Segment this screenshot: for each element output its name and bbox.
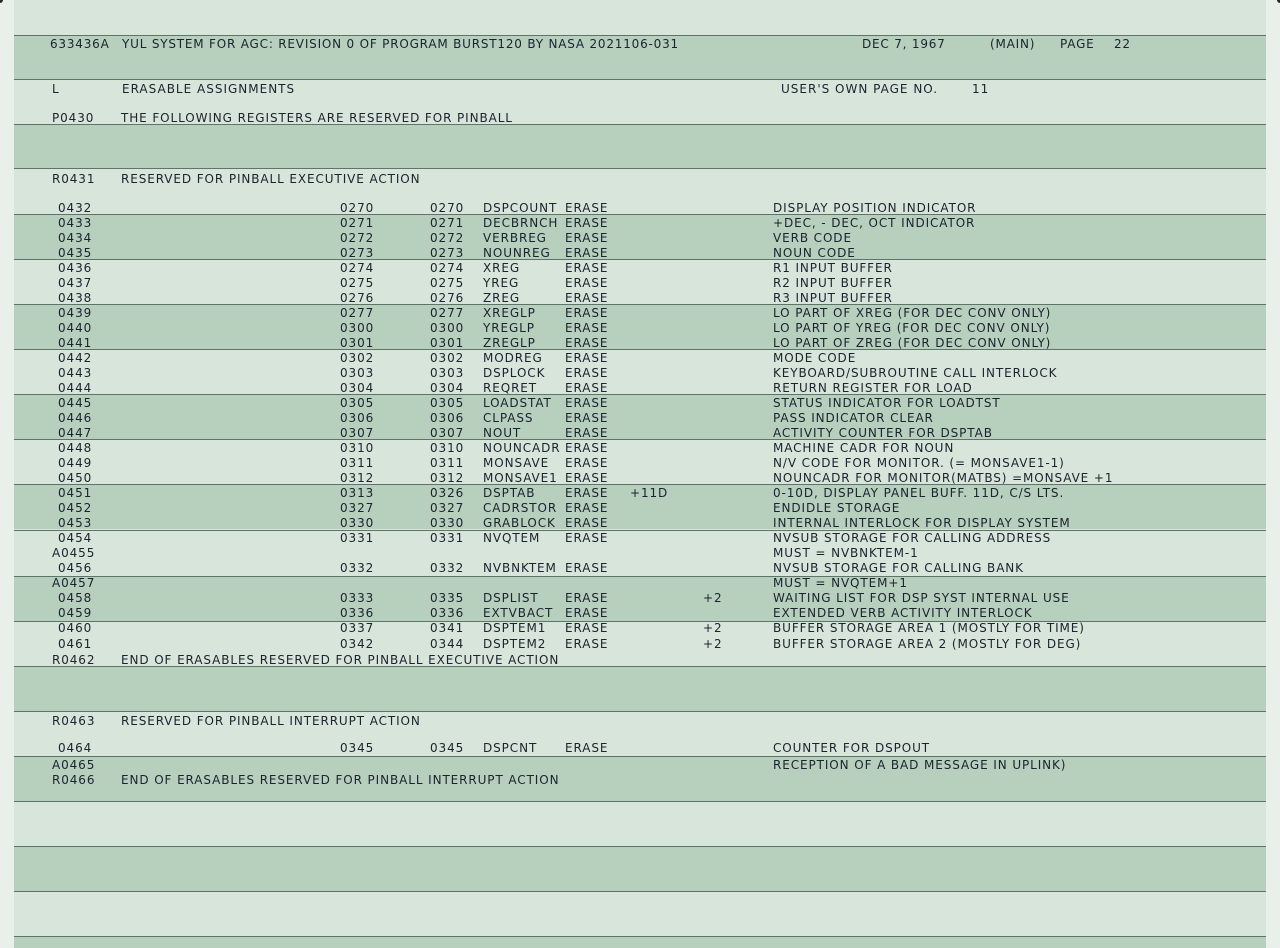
line-number: 0442 <box>58 351 93 365</box>
listing-row <box>0 456 1280 471</box>
opcode-field: ERASE <box>565 501 609 515</box>
line-number: 0452 <box>58 501 93 515</box>
comment-field: COUNTER FOR DSPOUT <box>773 741 931 755</box>
listing-id: 633436A <box>50 37 110 51</box>
remark-text: END OF ERASABLES RESERVED FOR PINBALL EXECUTIVE ACTION <box>121 653 560 667</box>
symbol-field: NOUT <box>483 426 522 440</box>
opcode-field: ERASE <box>565 456 609 470</box>
remark-text: RESERVED FOR PINBALL EXECUTIVE ACTION <box>121 172 421 186</box>
comment-field: BUFFER STORAGE AREA 1 (MOSTLY FOR TIME) <box>773 621 1085 635</box>
listing-row <box>0 486 1280 501</box>
listing-title: YUL SYSTEM FOR AGC: REVISION 0 OF PROGRAM BURST120 BY NASA 2021106-031 <box>122 37 679 51</box>
opcode-field: ERASE <box>565 366 609 380</box>
comment-field: NOUNCADR FOR MONITOR(MATBS) =MONSAVE +1 <box>773 471 1114 485</box>
line-number: 0449 <box>58 456 93 470</box>
page-label: PAGE <box>1060 37 1095 51</box>
location-field: 0333 <box>340 591 375 605</box>
address-field: 0300 <box>430 321 465 335</box>
line-number: 0436 <box>58 261 93 275</box>
line-number: 0461 <box>58 637 93 651</box>
listing-row <box>0 366 1280 381</box>
address-field: 0310 <box>430 441 465 455</box>
address-field: 0336 <box>430 606 465 620</box>
listing-row <box>0 111 1280 126</box>
opcode-field: ERASE <box>565 231 609 245</box>
listing-row <box>0 501 1280 516</box>
location-field: 0277 <box>340 306 375 320</box>
line-number: 0451 <box>58 486 93 500</box>
comment-field: BUFFER STORAGE AREA 2 (MOSTLY FOR DEG) <box>773 637 1082 651</box>
line-number: A0455 <box>52 546 96 560</box>
comment-field: LO PART OF YREG (FOR DEC CONV ONLY) <box>773 321 1051 335</box>
location-field: 0330 <box>340 516 375 530</box>
address-field: 0344 <box>430 637 465 651</box>
listing-row <box>0 714 1280 729</box>
address-field: 0326 <box>430 486 465 500</box>
line-number: 0433 <box>58 216 93 230</box>
address-field: 0330 <box>430 516 465 530</box>
listing-row <box>0 773 1280 788</box>
line-number: 0437 <box>58 276 93 290</box>
symbol-field: NOUNREG <box>483 246 551 260</box>
opcode-field: ERASE <box>565 246 609 260</box>
address-field: 0312 <box>430 471 465 485</box>
address-field: 0277 <box>430 306 465 320</box>
symbol-field: REQRET <box>483 381 538 395</box>
location-field: 0304 <box>340 381 375 395</box>
log-section-code: L <box>52 82 60 96</box>
line-number: 0445 <box>58 396 93 410</box>
comment-field: LO PART OF ZREG (FOR DEC CONV ONLY) <box>773 336 1052 350</box>
line-number: R0463 <box>52 714 96 728</box>
listing-row <box>0 381 1280 396</box>
comment-field: MUST = NVQTEM+1 <box>773 576 908 590</box>
listing-row <box>0 276 1280 291</box>
green-bar <box>14 846 1266 891</box>
location-field: 0272 <box>340 231 375 245</box>
location-field: 0273 <box>340 246 375 260</box>
line-number: P0430 <box>52 111 95 125</box>
opcode-field: ERASE <box>565 351 609 365</box>
location-field: 0345 <box>340 741 375 755</box>
symbol-field: DSPTEM2 <box>483 637 547 651</box>
location-field: 0303 <box>340 366 375 380</box>
location-field: 0274 <box>340 261 375 275</box>
address-field: 0275 <box>430 276 465 290</box>
location-field: 0275 <box>340 276 375 290</box>
opcode-field: ERASE <box>565 441 609 455</box>
listing-row <box>0 758 1280 773</box>
symbol-field: DSPCNT <box>483 741 538 755</box>
address-field: 0302 <box>430 351 465 365</box>
green-bar <box>14 936 1266 948</box>
opcode-field: ERASE <box>565 637 609 651</box>
symbol-field: DSPTAB <box>483 486 536 500</box>
comment-field: MUST = NVBNKTEM-1 <box>773 546 919 560</box>
location-field: 0305 <box>340 396 375 410</box>
comment-field: NOUN CODE <box>773 246 856 260</box>
listing-row <box>0 606 1280 621</box>
symbol-field: DSPTEM1 <box>483 621 547 635</box>
address-field: 0271 <box>430 216 465 230</box>
address-field: 0345 <box>430 741 465 755</box>
comment-field: MODE CODE <box>773 351 857 365</box>
address-field: 0272 <box>430 231 465 245</box>
symbol-field: DSPLIST <box>483 591 539 605</box>
green-bar <box>14 666 1266 711</box>
line-number: 0435 <box>58 246 93 260</box>
line-number: 0458 <box>58 591 93 605</box>
line-number: 0439 <box>58 306 93 320</box>
opcode-field: ERASE <box>565 216 609 230</box>
opcode-field: ERASE <box>565 381 609 395</box>
listing-row <box>0 621 1280 636</box>
listing-row <box>0 351 1280 366</box>
location-field: 0342 <box>340 637 375 651</box>
comment-field: R3 INPUT BUFFER <box>773 291 893 305</box>
address-field: 0311 <box>430 456 465 470</box>
address-field: 0327 <box>430 501 465 515</box>
comment-field: INTERNAL INTERLOCK FOR DISPLAY SYSTEM <box>773 516 1071 530</box>
line-number: A0457 <box>52 576 96 590</box>
address-field: 0273 <box>430 246 465 260</box>
comment-field: RECEPTION OF A BAD MESSAGE IN UPLINK) <box>773 758 1067 772</box>
listing-row <box>0 396 1280 411</box>
listing-row <box>0 426 1280 441</box>
symbol-field: CLPASS <box>483 411 534 425</box>
listing-row <box>0 591 1280 606</box>
symbol-field: MONSAVE1 <box>483 471 558 485</box>
address-field: 0341 <box>430 621 465 635</box>
address-field: 0306 <box>430 411 465 425</box>
symbol-field: XREG <box>483 261 521 275</box>
users-page-label: USER'S OWN PAGE NO. <box>781 82 939 96</box>
address-field: 0305 <box>430 396 465 410</box>
opcode-field: ERASE <box>565 516 609 530</box>
symbol-field: DSPCOUNT <box>483 201 558 215</box>
comment-field: NVSUB STORAGE FOR CALLING ADDRESS <box>773 531 1052 545</box>
listing-date: DEC 7, 1967 <box>862 37 946 51</box>
line-number: 0441 <box>58 336 93 350</box>
symbol-field: GRABLOCK <box>483 516 556 530</box>
opcode-field: ERASE <box>565 261 609 275</box>
address-field: 0274 <box>430 261 465 275</box>
address-field: 0270 <box>430 201 465 215</box>
line-number: 0464 <box>58 741 93 755</box>
line-number: 0450 <box>58 471 93 485</box>
comment-field: EXTENDED VERB ACTIVITY INTERLOCK <box>773 606 1033 620</box>
line-number: 0454 <box>58 531 93 545</box>
listing-row <box>0 471 1280 486</box>
comment-field: VERB CODE <box>773 231 852 245</box>
address-field: 0332 <box>430 561 465 575</box>
page-number: 22 <box>1114 37 1131 51</box>
line-number: R0462 <box>52 653 96 667</box>
opcode-field: ERASE <box>565 291 609 305</box>
line-number: 0432 <box>58 201 93 215</box>
location-field: 0336 <box>340 606 375 620</box>
opcode-field: ERASE <box>565 396 609 410</box>
listing-row <box>0 561 1280 576</box>
location-field: 0313 <box>340 486 375 500</box>
location-field: 0337 <box>340 621 375 635</box>
listing-row <box>0 637 1280 652</box>
line-number: 0444 <box>58 381 93 395</box>
location-field: 0312 <box>340 471 375 485</box>
location-field: 0331 <box>340 531 375 545</box>
increment-field: +2 <box>703 591 723 605</box>
symbol-field: YREGLP <box>483 321 535 335</box>
line-number: 0438 <box>58 291 93 305</box>
location-field: 0311 <box>340 456 375 470</box>
listing-row <box>0 653 1280 668</box>
location-field: 0332 <box>340 561 375 575</box>
line-number: 0459 <box>58 606 93 620</box>
opcode-field: ERASE <box>565 471 609 485</box>
opcode-field: ERASE <box>565 606 609 620</box>
listing-row <box>0 216 1280 231</box>
symbol-field: NOUNCADR <box>483 441 561 455</box>
symbol-field: NVQTEM <box>483 531 541 545</box>
address-field: 0301 <box>430 336 465 350</box>
comment-field: 0-10D, DISPLAY PANEL BUFF. 11D, C/S LTS. <box>773 486 1065 500</box>
comment-field: MACHINE CADR FOR NOUN <box>773 441 955 455</box>
location-field: 0301 <box>340 336 375 350</box>
comment-field: N/V CODE FOR MONITOR. (= MONSAVE1-1) <box>773 456 1065 470</box>
address-field: 0276 <box>430 291 465 305</box>
symbol-field: ZREG <box>483 291 521 305</box>
listing-row <box>0 441 1280 456</box>
address-field: 0303 <box>430 366 465 380</box>
listing-row <box>0 231 1280 246</box>
location-field: 0327 <box>340 501 375 515</box>
symbol-field: VERBREG <box>483 231 547 245</box>
comment-field: R1 INPUT BUFFER <box>773 261 893 275</box>
opcode-field: ERASE <box>565 321 609 335</box>
location-field: 0310 <box>340 441 375 455</box>
listing-row <box>0 321 1280 336</box>
line-number: 0443 <box>58 366 93 380</box>
comment-field: ACTIVITY COUNTER FOR DSPTAB <box>773 426 993 440</box>
expression-field: +11D <box>630 486 669 500</box>
listing-row <box>0 576 1280 591</box>
symbol-field: EXTVBACT <box>483 606 554 620</box>
comment-field: DISPLAY POSITION INDICATOR <box>773 201 977 215</box>
log-section-title: ERASABLE ASSIGNMENTS <box>122 82 296 96</box>
comment-field: RETURN REGISTER FOR LOAD <box>773 381 973 395</box>
listing-row <box>0 306 1280 321</box>
listing-row <box>0 741 1280 756</box>
remark-text: RESERVED FOR PINBALL INTERRUPT ACTION <box>121 714 421 728</box>
address-field: 0335 <box>430 591 465 605</box>
comment-field: STATUS INDICATOR FOR LOADTST <box>773 396 1001 410</box>
opcode-field: ERASE <box>565 306 609 320</box>
opcode-field: ERASE <box>565 426 609 440</box>
listing-row <box>0 546 1280 561</box>
comment-field: KEYBOARD/SUBROUTINE CALL INTERLOCK <box>773 366 1058 380</box>
increment-field: +2 <box>703 637 723 651</box>
symbol-field: MODREG <box>483 351 543 365</box>
listing-row <box>0 291 1280 306</box>
listing-row <box>0 172 1280 187</box>
listing-row <box>0 411 1280 426</box>
comment-field: NVSUB STORAGE FOR CALLING BANK <box>773 561 1024 575</box>
listing-row <box>0 336 1280 351</box>
opcode-field: ERASE <box>565 591 609 605</box>
listing-row <box>0 246 1280 261</box>
remark-text: END OF ERASABLES RESERVED FOR PINBALL INTERRUPT ACTION <box>121 773 560 787</box>
line-number: 0460 <box>58 621 93 635</box>
address-field: 0307 <box>430 426 465 440</box>
opcode-field: ERASE <box>565 336 609 350</box>
location-field: 0270 <box>340 201 375 215</box>
opcode-field: ERASE <box>565 486 609 500</box>
location-field: 0300 <box>340 321 375 335</box>
symbol-field: MONSAVE <box>483 456 550 470</box>
listing-row <box>0 201 1280 216</box>
line-number: A0465 <box>52 758 96 772</box>
symbol-field: DECBRNCH <box>483 216 559 230</box>
opcode-field: ERASE <box>565 411 609 425</box>
users-page-number: 11 <box>972 82 990 96</box>
location-field: 0276 <box>340 291 375 305</box>
line-number: 0446 <box>58 411 93 425</box>
location-field: 0307 <box>340 426 375 440</box>
address-field: 0331 <box>430 531 465 545</box>
listing-row <box>0 516 1280 531</box>
line-number: 0440 <box>58 321 93 335</box>
remark-text: THE FOLLOWING REGISTERS ARE RESERVED FOR PINBALL <box>121 111 513 125</box>
symbol-field: LOADSTAT <box>483 396 552 410</box>
comment-field: WAITING LIST FOR DSP SYST INTERNAL USE <box>773 591 1070 605</box>
line-number: 0456 <box>58 561 93 575</box>
comment-field: ENDIDLE STORAGE <box>773 501 901 515</box>
listing-section: (MAIN) <box>990 37 1036 51</box>
opcode-field: ERASE <box>565 741 609 755</box>
opcode-field: ERASE <box>565 201 609 215</box>
symbol-field: XREGLP <box>483 306 536 320</box>
symbol-field: ZREGLP <box>483 336 536 350</box>
line-number: R0431 <box>52 172 96 186</box>
location-field: 0306 <box>340 411 375 425</box>
address-field: 0304 <box>430 381 465 395</box>
comment-field: R2 INPUT BUFFER <box>773 276 893 290</box>
line-number: 0453 <box>58 516 93 530</box>
listing-row <box>0 261 1280 276</box>
comment-field: LO PART OF XREG (FOR DEC CONV ONLY) <box>773 306 1052 320</box>
line-number: R0466 <box>52 773 96 787</box>
opcode-field: ERASE <box>565 276 609 290</box>
green-bar <box>14 124 1266 169</box>
line-number: 0448 <box>58 441 93 455</box>
opcode-field: ERASE <box>565 621 609 635</box>
opcode-field: ERASE <box>565 561 609 575</box>
location-field: 0302 <box>340 351 375 365</box>
opcode-field: ERASE <box>565 531 609 545</box>
line-number: 0447 <box>58 426 93 440</box>
line-number: 0434 <box>58 231 93 245</box>
increment-field: +2 <box>703 621 723 635</box>
symbol-field: YREG <box>483 276 520 290</box>
symbol-field: CADRSTOR <box>483 501 558 515</box>
listing-row <box>0 531 1280 546</box>
comment-field: +DEC, - DEC, OCT INDICATOR <box>773 216 976 230</box>
location-field: 0271 <box>340 216 375 230</box>
symbol-field: NVBNKTEM <box>483 561 557 575</box>
symbol-field: DSPLOCK <box>483 366 546 380</box>
comment-field: PASS INDICATOR CLEAR <box>773 411 934 425</box>
